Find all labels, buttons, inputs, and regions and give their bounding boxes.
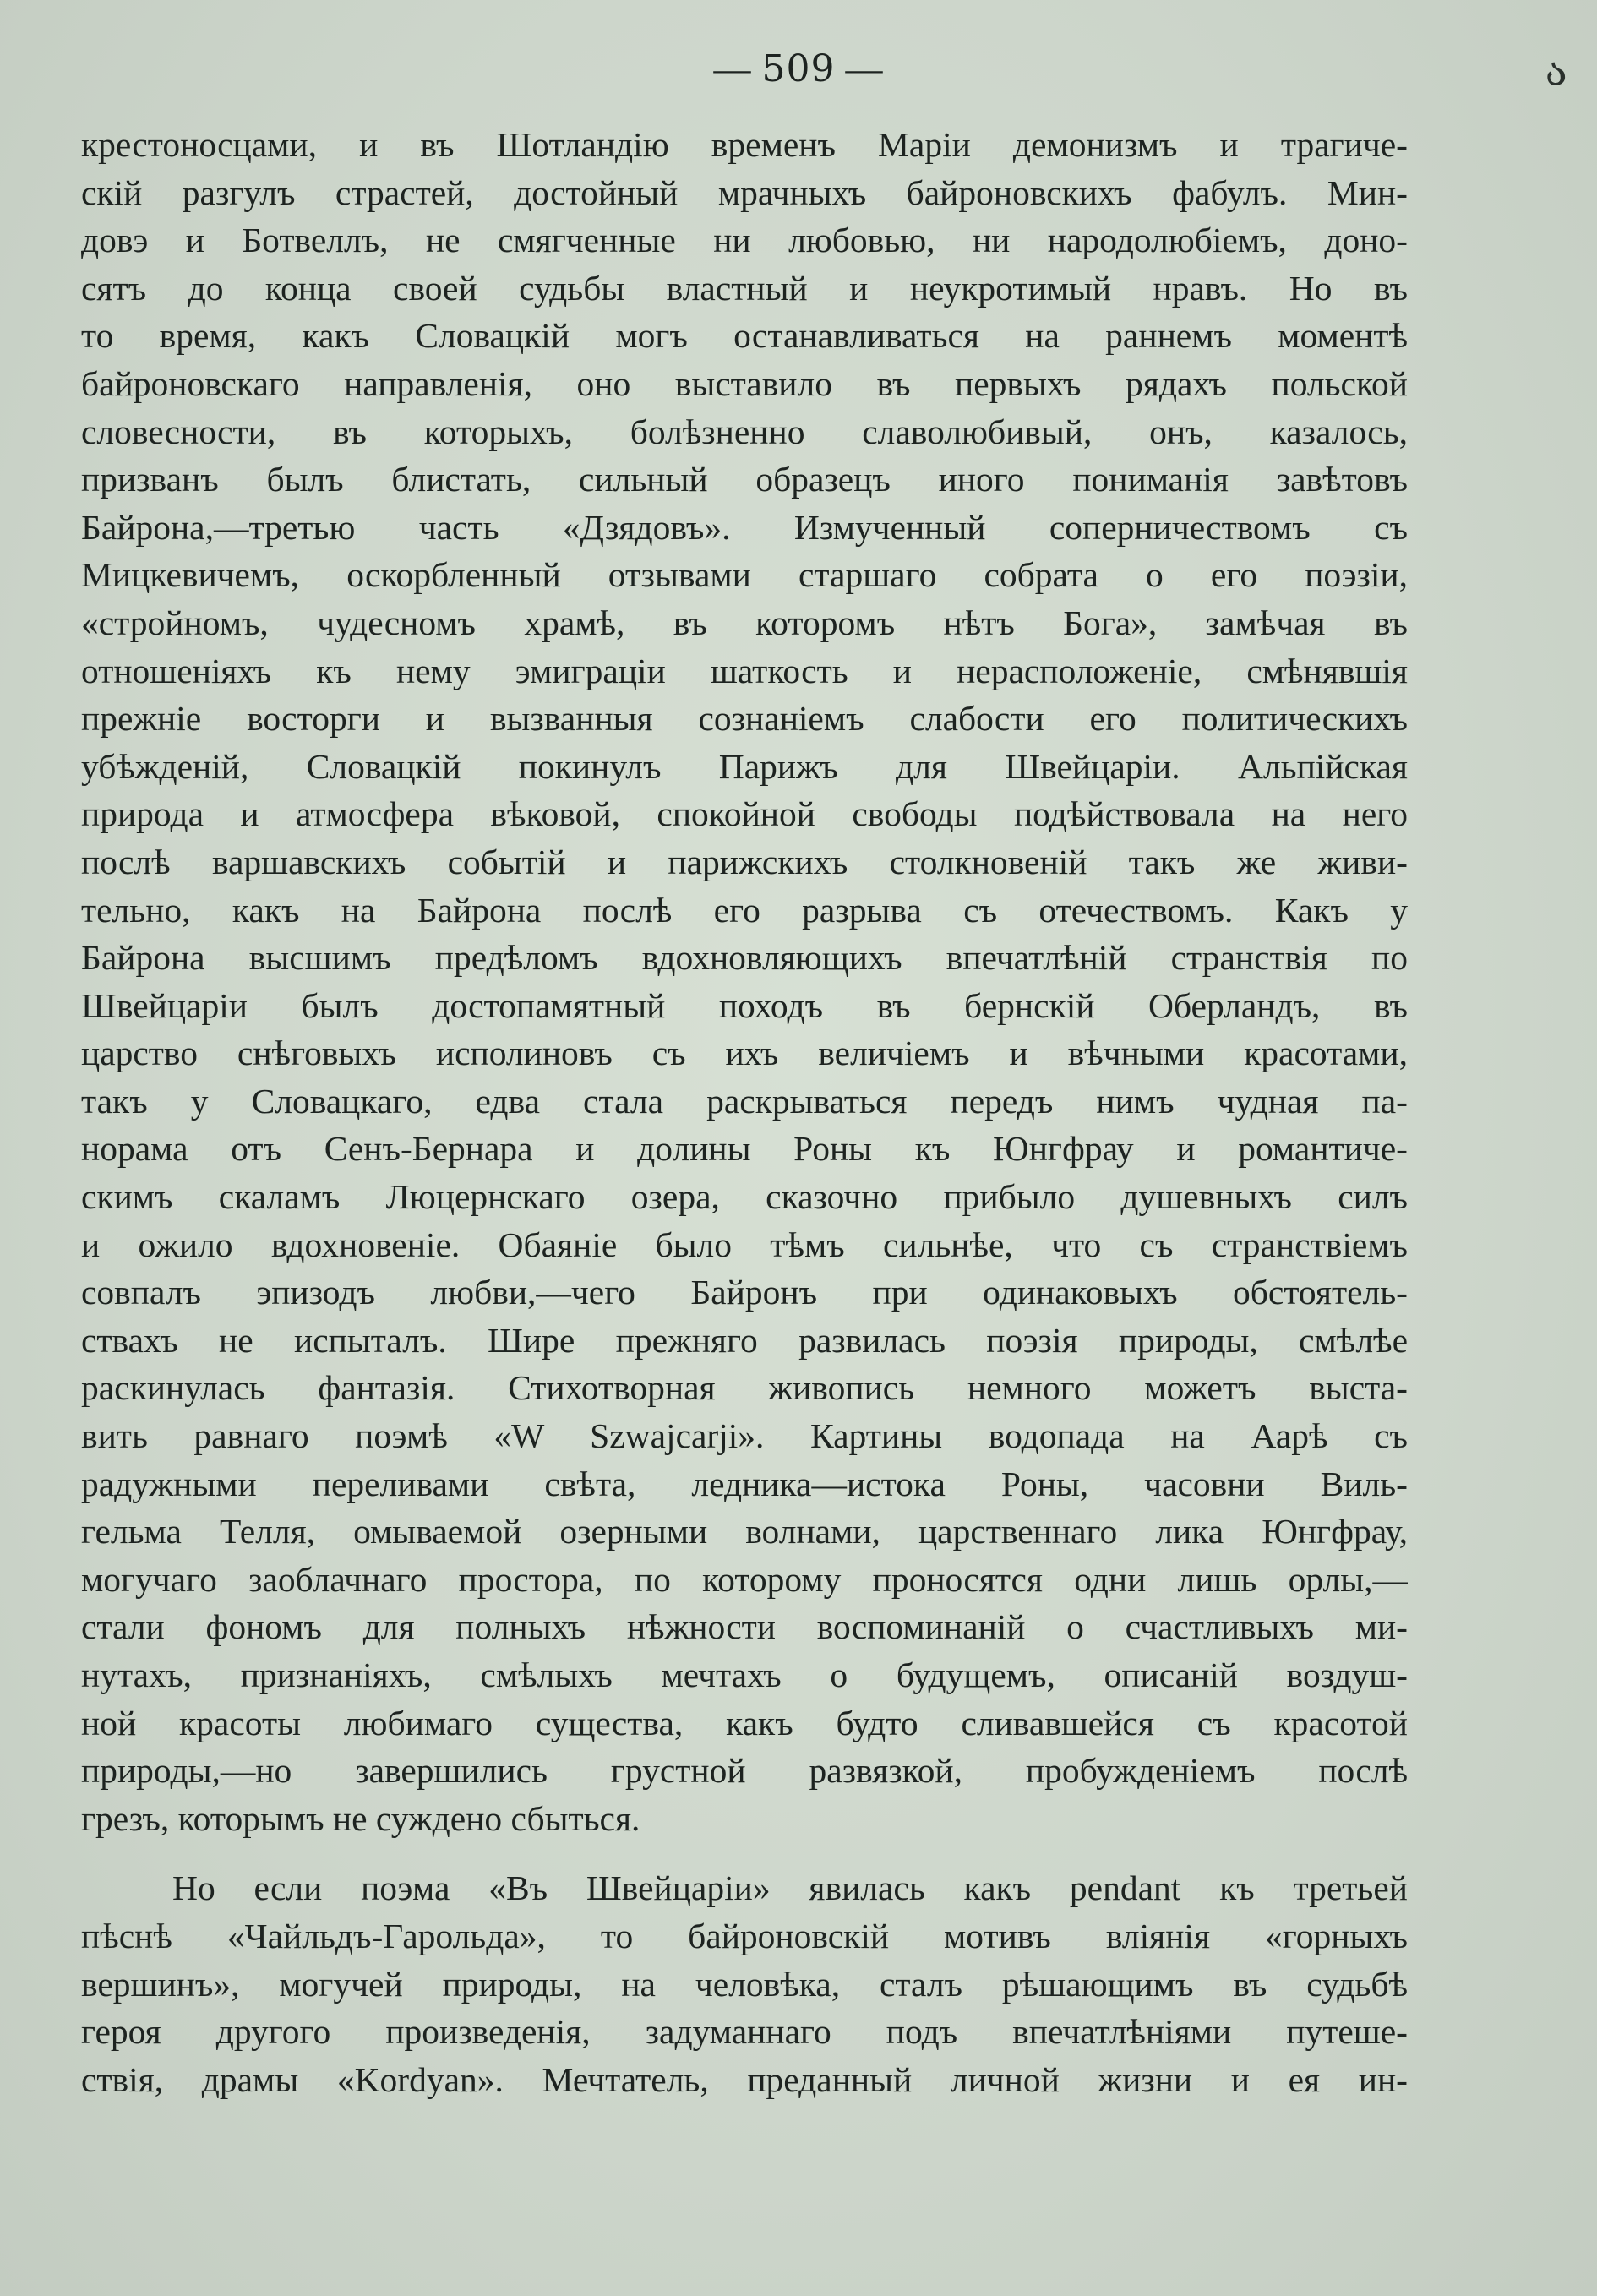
text-line: байроновскаго направленія, оно выставило въ первыхъ рядахъ польской [81, 363, 1408, 403]
text-line: радужными переливами свѣта, ледника—истока Роны, часовни Виль- [81, 1464, 1408, 1503]
text-line: вершинъ», могучей природы, на человѣка, сталъ рѣшающимъ въ судьбѣ [81, 1964, 1408, 2004]
text-line: послѣ варшавскихъ событій и парижскихъ столкновеній такъ же живи- [81, 842, 1408, 881]
text-line: гельма Телля, омываемой озерными волнами, царственнаго лика Юнгфрау, [81, 1512, 1408, 1552]
text-line: такъ у Словацкаго, едва стала раскрываться передъ нимъ чудная па- [81, 1081, 1408, 1121]
text-line: отношеніяхъ къ нему эмиграціи шаткость и нерасположеніе, смѣнявшія [81, 651, 1408, 690]
body-text [81, 121, 1408, 2103]
text-line: скій разгулъ страстей, достойный мрачныхъ байроновскихъ фабулъ. Мин- [81, 172, 1408, 212]
text-line: совпалъ эпизодъ любви,—чего Байронъ при одинаковыхъ обстоятель- [81, 1273, 1408, 1312]
text-line: норама отъ Сенъ-Бернара и долины Роны къ Юнгфрау и романтиче- [81, 1129, 1408, 1169]
text-line: и ожило вдохновеніе. Обаяніе было тѣмъ сильнѣе, что съ странствіемъ [81, 1224, 1408, 1264]
text-line: ствія, драмы «Kordyan». Мечтатель, преданный личной жизни и ея ин- [81, 2059, 1408, 2099]
paragraph-2 [81, 1864, 1408, 2103]
text-line: Но если поэма «Въ Швейцаріи» явилась какъ pendant къ третьей [172, 1868, 1408, 1908]
paragraph-gap [81, 1842, 1408, 1864]
text-line: ствахъ не испыталъ. Шире прежняго развилась поэзія природы, смѣлѣе [81, 1320, 1408, 1360]
text-line: Швейцаріи былъ достопамятный походъ въ бернскій Оберландъ, въ [81, 985, 1408, 1025]
page-number: 509 [761, 47, 836, 90]
text-line: тельно, какъ на Байрона послѣ его разрыва съ отечествомъ. Какъ у [81, 890, 1408, 930]
text-line: стали фономъ для полныхъ нѣжности воспоминаній о счастливыхъ ми- [81, 1607, 1408, 1647]
page-number-header [0, 44, 1597, 95]
text-line: крестоносцами, и въ Шотландію временъ Маріи демонизмъ и трагиче- [81, 125, 1408, 164]
text-line: природа и атмосфера вѣковой, спокойной свободы подѣйствовала на него [81, 794, 1408, 834]
text-line: природы,—но завершились грустной развязкой, пробужденіемъ послѣ [81, 1751, 1408, 1791]
text-line: Байрона высшимъ предѣломъ вдохновляющихъ впечатлѣній странствія по [81, 938, 1408, 978]
text-line: Байрона,—третью часть «Дзядовъ». Измученный соперничествомъ съ [81, 507, 1408, 547]
text-line: пѣснѣ «Чайльдъ-Гарольда», то байроновскій мотивъ вліянія «горныхъ [81, 1916, 1408, 1955]
paragraph-1 [81, 121, 1408, 1842]
text-line: призванъ былъ блистать, сильный образецъ иного пониманія завѣтовъ [81, 460, 1408, 499]
text-line: сятъ до конца своей судьбы властный и неукротимый нравъ. Но въ [81, 268, 1408, 308]
page-number-dash-right: — [845, 48, 884, 90]
handwritten-corner-mark: ა [1541, 48, 1570, 96]
text-line: словесности, въ которыхъ, болѣзненно славолюбивый, онъ, казалось, [81, 412, 1408, 451]
text-line: Мицкевичемъ, оскорбленный отзывами старшаго собрата о его поэзіи, [81, 555, 1408, 595]
text-line: вить равнаго поэмѣ «W Szwajcarji». Картины водопада на Аарѣ съ [81, 1416, 1408, 1456]
text-line: героя другого произведенія, задуманнаго подъ впечатлѣніями путеше- [81, 2012, 1408, 2052]
text-line: могучаго заоблачнаго простора, по которому проносятся одни лишь орлы,— [81, 1559, 1408, 1599]
text-line: ной красоты любимаго существа, какъ будто сливавшейся съ красотой [81, 1703, 1408, 1742]
text-line: довэ и Ботвеллъ, не смягченные ни любовью, ни народолюбіемъ, доно- [81, 221, 1408, 260]
text-line: нутахъ, признаніяхъ, смѣлыхъ мечтахъ о будущемъ, описаній воздуш- [81, 1655, 1408, 1694]
text-line: прежніе восторги и вызванныя сознаніемъ слабости его политическихъ [81, 699, 1408, 739]
text-line: то время, какъ Словацкій могъ останавливаться на раннемъ моментѣ [81, 316, 1408, 356]
text-line: царство снѣговыхъ исполиновъ съ ихъ величіемъ и вѣчными красотами, [81, 1033, 1408, 1073]
text-line: раскинулась фантазія. Стихотворная живопись немного можетъ выста- [81, 1368, 1408, 1408]
text-line: скимъ скаламъ Люцернскаго озера, сказочно прибыло душевныхъ силъ [81, 1177, 1408, 1217]
text-line: грезъ, которымъ не суждено сбыться. [81, 1798, 640, 1838]
page-number-dash-left: — [713, 48, 752, 90]
text-line: убѣжденій, Словацкій покинулъ Парижъ для Швейцаріи. Альпійская [81, 746, 1408, 786]
text-line: «стройномъ, чудесномъ храмѣ, въ которомъ нѣтъ Бога», замѣчая въ [81, 603, 1408, 642]
